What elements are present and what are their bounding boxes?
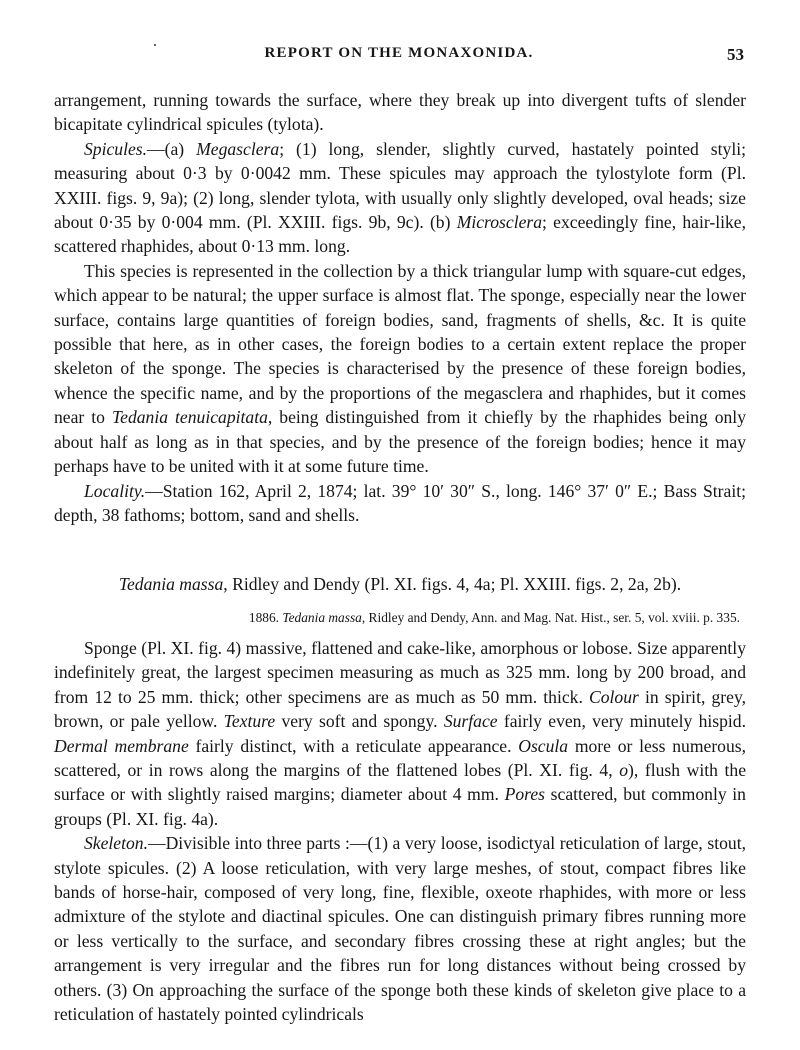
- section-description: [54, 636, 746, 1027]
- paragraph-locality: [54, 479, 746, 528]
- paragraph-sponge: [54, 636, 746, 831]
- paragraph-continued: arrangement, running towards the surface, where they break up into divergent tufts of slender bicapitate cylindrical spicules (tylota).: [54, 90, 746, 135]
- locality-text: —Station 162, April 2, 1874; lat. 39° 10′ 30″ S., long. 146° 37′ 0″ E.; Bass Strait; depth, 38 fathoms; bottom, sand and shells.: [54, 480, 746, 525]
- ref-year: 1886.: [248, 610, 283, 625]
- species-text-2: , being distinguished from it chiefly by the rhaphides being only about half as long as in that species, and by the presence of the foreign bodies; hence it may perhaps have to be united with it at some future time.: [54, 407, 746, 477]
- colour-label: Colour: [588, 686, 639, 707]
- pores-label: Pores: [504, 784, 545, 805]
- heading-name: Tedania massa: [118, 574, 224, 594]
- sponge-text-3: very soft and spongy.: [275, 711, 444, 732]
- paragraph-skeleton: [54, 831, 746, 1026]
- species-heading: [54, 572, 746, 596]
- section-top: [54, 88, 746, 527]
- sponge-text-4: fairly even, very minutely hispid.: [497, 711, 747, 732]
- skeleton-label: Skeleton.: [84, 833, 148, 854]
- paragraph-spicules: [54, 137, 746, 259]
- skeleton-text: —Divisible into three parts :—(1) a very loose, isodictyal reticulation of large, stout, stylote spicules. (2) A loose reticulation, with very large meshes, of stout, compact fibres like bands of horse-hair, composed of very long, fine, flexible, oxeote rhaphides, with more or less admixture of the stylote and diactinal spicules. One can distinguish primary fibres running more or less vertically to the surface, and secondary fibres crossing these at right angles; but the arrangement is very irregular and the fibres run for long distances without being crossed by others. (3) On approaching the surface of the sponge both these kinds of skeleton give place to a reticulation of hastately pointed cylindricals: [54, 833, 746, 1025]
- spicules-label: Spicules.: [84, 138, 148, 159]
- species-name: Tedania tenuicapitata: [111, 407, 268, 428]
- page-number: 53: [727, 45, 744, 64]
- megasclera-label: Megasclera: [196, 138, 280, 159]
- species-text-1: This species is represented in the collection by a thick triangular lump with square-cut edges, which appear to be natural; the upper surface is almost flat. The sponge, especially near the lower surface, contains large quantities of foreign bodies, sand, fragments of shells, &c. It is quite possible that here, as in other cases, the foreign bodies to a certain extent replace the proper skeleton of the sponge. The species is characterised by the presence of these foreign bodies, whence the specific name, and by the proportions of the megasclera and rhaphides, but it comes near to: [54, 260, 746, 428]
- oscula-label: Oscula: [518, 735, 569, 756]
- running-head: [54, 45, 744, 69]
- sponge-text-2: in spirit, grey, brown, or pale yellow.: [54, 686, 746, 732]
- ref-name: Tedania massa: [282, 610, 362, 625]
- bibliographic-reference: [54, 608, 746, 628]
- osculum-symbol: o: [619, 760, 628, 781]
- running-title: REPORT ON THE MONAXONIDA.: [264, 45, 534, 61]
- sponge-text-7: ), flush with the surface or with slightly raised margins; diameter about 4 mm.: [54, 760, 747, 805]
- spicules-text-3: ; exceedingly fine, hair-like, scattered rhaphides, about 0·13 mm. long.: [54, 212, 746, 257]
- sponge-text-5: fairly distinct, with a reticulate appearance.: [188, 735, 519, 756]
- sponge-text-6: more or less numerous, scattered, or in rows along the margins of the flattened lobes (Pl. XI. fig. 4,: [54, 735, 747, 781]
- texture-label: Texture: [223, 711, 276, 732]
- ref-rest: , Ridley and Dendy, Ann. and Mag. Nat. Hist., ser. 5, vol. xviii. p. 335.: [361, 610, 740, 625]
- paragraph-species: [54, 259, 746, 479]
- microsclera-label: Microsclera: [456, 212, 543, 233]
- sponge-text-8: scattered, but commonly in groups (Pl. XI. fig. 4a).: [54, 784, 746, 829]
- heading-rest: , Ridley and Dendy (Pl. XI. figs. 4, 4a; Pl. XXIII. figs. 2, 2a, 2b).: [223, 574, 682, 594]
- spicules-text-1: —(a): [147, 138, 197, 159]
- dermal-membrane-label: Dermal membrane: [54, 735, 189, 756]
- sponge-text-1: Sponge (Pl. XI. fig. 4) massive, flattened and cake-like, amorphous or lobose. Size apparently indefinitely great, the largest specimen measuring as much as 325 mm. long by 200 broad, and from 12 to 25 mm. thick; other specimens are as much as 50 mm. thick.: [54, 638, 746, 707]
- spicules-text-2: ; (1) long, slender, slightly curved, hastately pointed styli; measuring about 0·3 by 0·0042 mm. These spicules may approach the tylostylote form (Pl. XXIII. figs. 9, 9a); (2) long, slender tylota, with usually only slightly developed, oval heads; size about 0·35 by 0·004 mm. (Pl. XXIII. figs. 9b, 9c). (b): [54, 138, 746, 233]
- surface-label: Surface: [443, 711, 498, 732]
- locality-label: Locality.: [84, 480, 146, 501]
